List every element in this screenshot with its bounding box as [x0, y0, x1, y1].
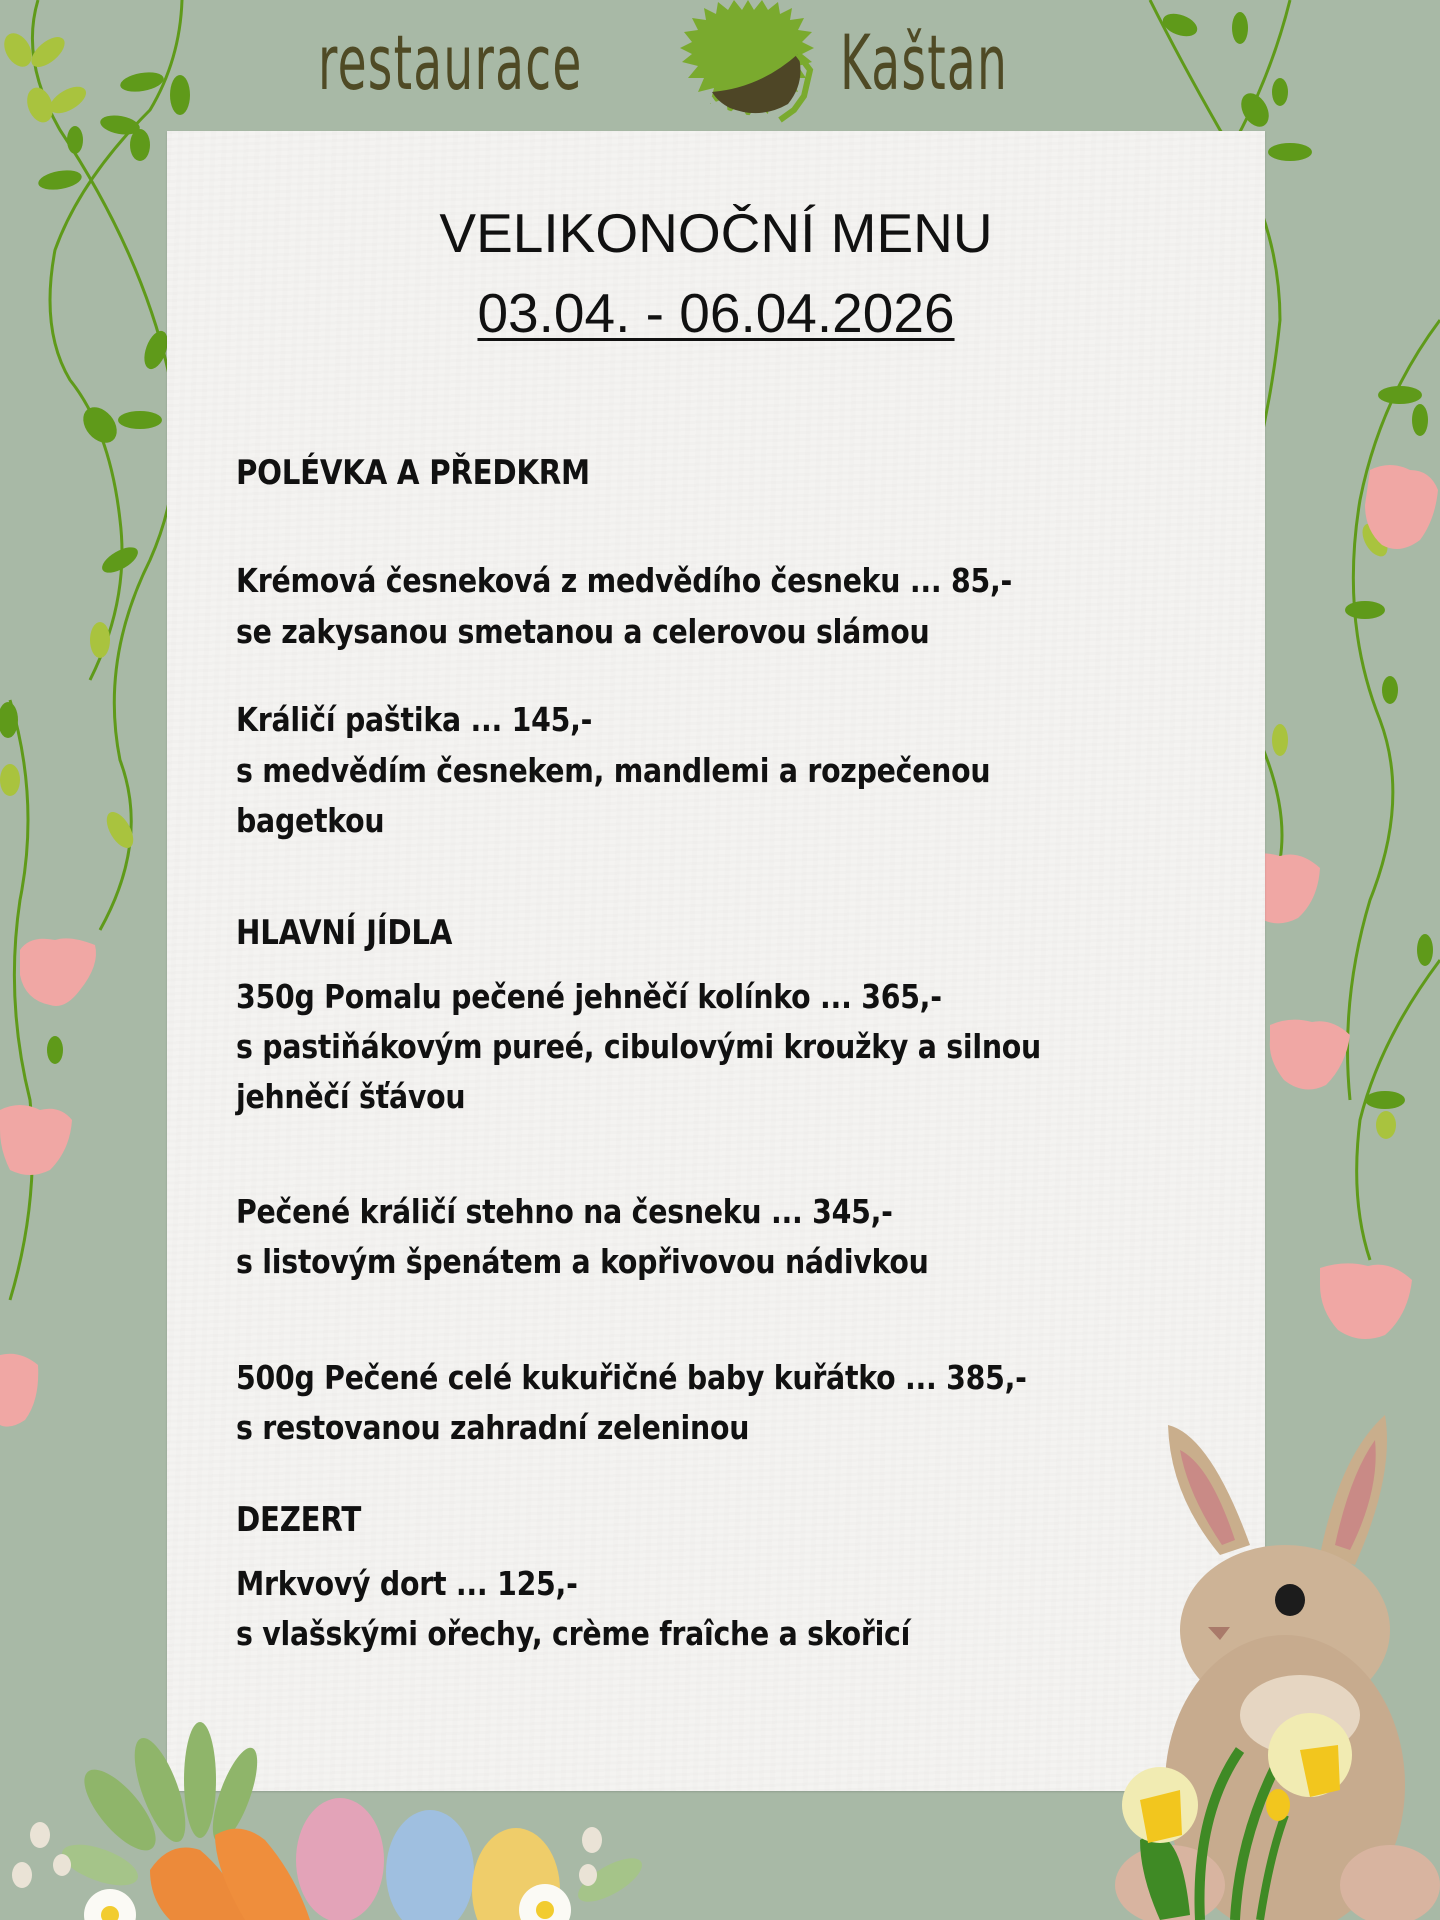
restaurant-logo: [0, 0, 1440, 130]
menu-item-name: Mrkvový dort ... 125,-: [236, 1564, 578, 1603]
menu-item-name: Krémová česneková z medvědího česneku ... 85,-: [236, 561, 1013, 600]
carrot-icon: [150, 1829, 310, 1920]
easter-egg-pink-icon: [296, 1798, 384, 1920]
pink-flower-icon: [1240, 465, 1438, 1339]
menu-item-description: s medvědím česnekem, mandlemi a rozpečenou: [236, 751, 991, 790]
pink-flower-icon: [0, 938, 96, 1426]
menu-item-description: se zakysanou smetanou a celerovou slámou: [236, 612, 930, 651]
menu-title: VELIKONOČNÍ MENU: [439, 202, 993, 264]
menu-item-description: s restovanou zahradní zeleninou: [236, 1408, 750, 1447]
catkin-icon: [12, 1822, 602, 1888]
menu-item-description: jehněčí šťávou: [236, 1077, 466, 1116]
menu-card: [167, 131, 1265, 1791]
daisy-icon: [84, 1884, 571, 1920]
menu-item-description: bagetkou: [236, 801, 385, 840]
menu-item-name: Pečené králičí stehno na česneku ... 345,-: [236, 1192, 893, 1231]
section-heading-main-courses: HLAVNÍ JÍDLA: [236, 913, 453, 953]
chestnut-icon: [670, 0, 826, 126]
easter-egg-yellow-icon: [472, 1828, 560, 1920]
section-heading-dessert: DEZERT: [236, 1500, 362, 1540]
menu-item-name: 500g Pečené celé kukuřičné baby kuřátko ... 385,-: [236, 1358, 1027, 1397]
logo-text-kastan: Kaštan: [840, 18, 1009, 107]
menu-item-name: Králičí paštika ... 145,-: [236, 700, 593, 739]
menu-dates: 03.04. - 06.04.2026: [477, 282, 955, 344]
menu-item-description: s pastiňákovým pureé, cibulovými kroužky a silnou: [236, 1027, 1041, 1066]
menu-item-name: 350g Pomalu pečené jehněčí kolínko ... 365,-: [236, 977, 942, 1016]
logo-text-restaurace: restaurace: [318, 18, 583, 107]
section-heading-soup-starter: POLÉVKA A PŘEDKRM: [236, 453, 590, 493]
easter-egg-blue-icon: [386, 1810, 474, 1920]
menu-item-description: s listovým špenátem a kopřivovou nádivkou: [236, 1242, 929, 1281]
menu-item-description: s vlašskými ořechy, crème fraîche a skořicí: [236, 1614, 911, 1653]
